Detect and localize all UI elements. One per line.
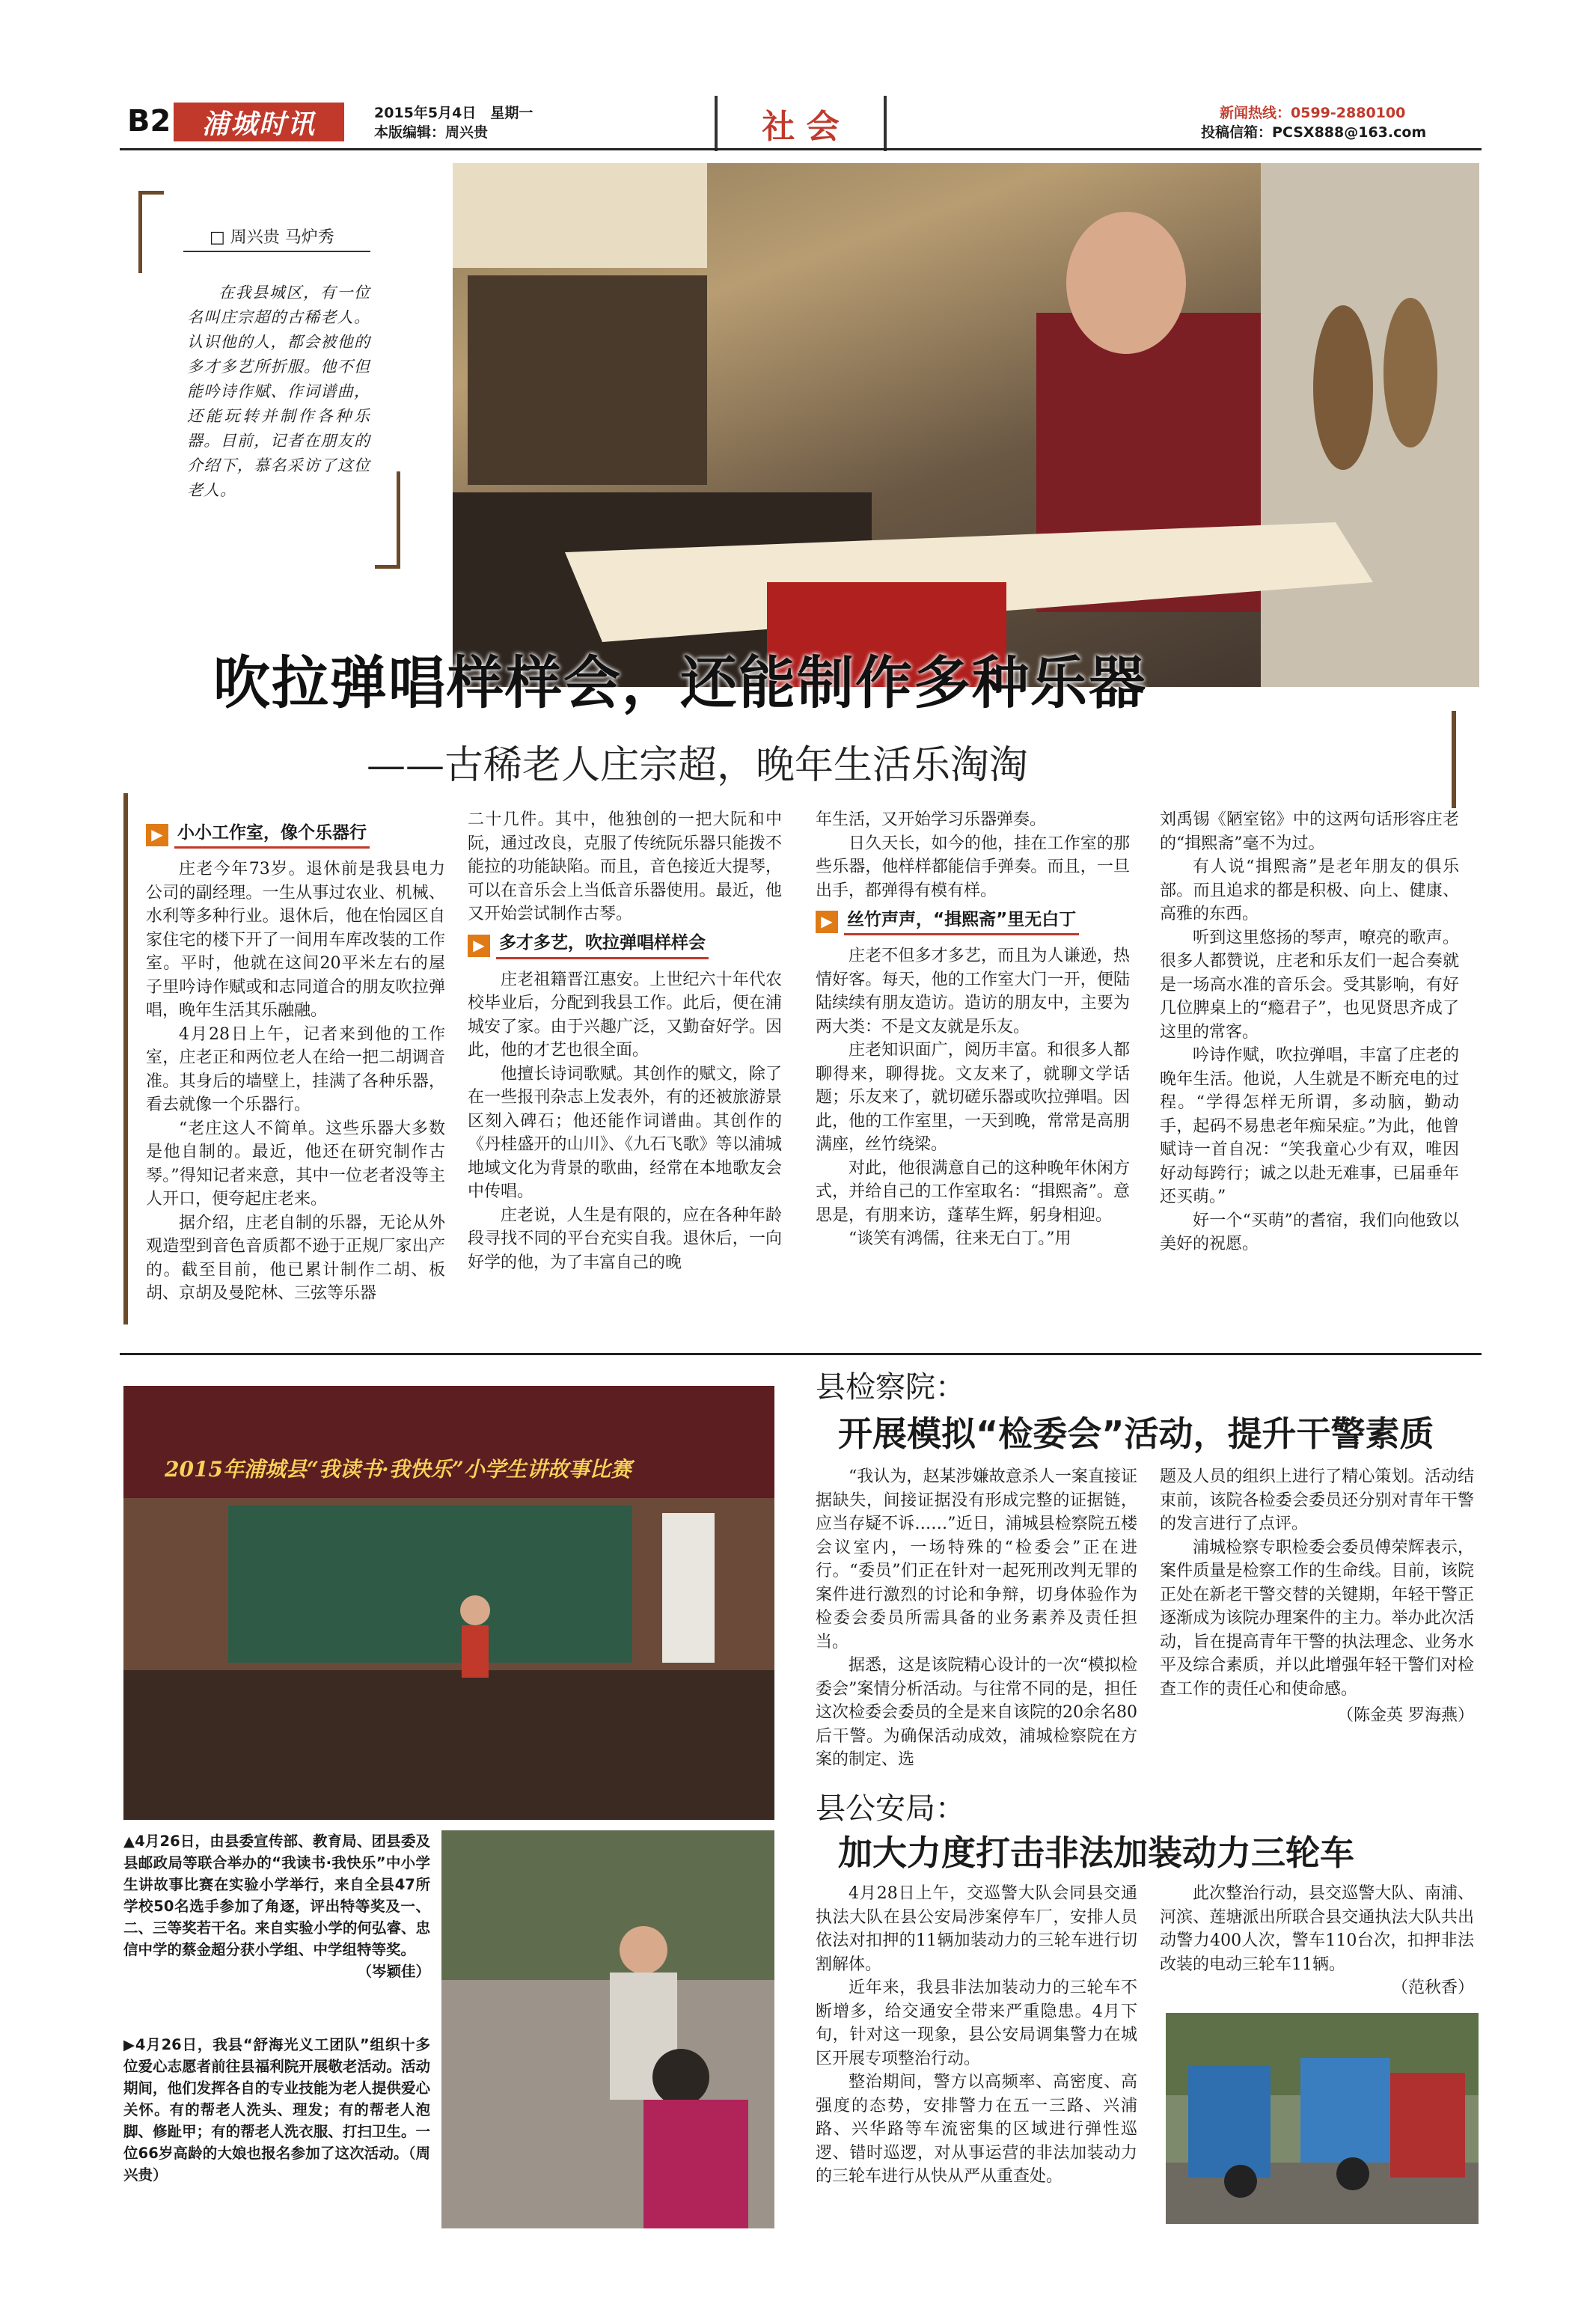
paragraph: 近年来，我县非法加装动力的三轮车不断增多，给交通安全带来严重隐患。4月下旬，针对这一现象，县公安局调集警力在城区开展专项整治行动。 bbox=[816, 1978, 1137, 2068]
police-credit: （范秋香） bbox=[1391, 1978, 1474, 1997]
photo2-caption-text: ▶4月26日，我县“舒海光义工团队”组织十多位爱心志愿者前往县福利院开展敬老活动。活动期间，他们发挥各自的专业技能为老人提供爱心关怀。有的帮老人洗头、理发；有的帮老人泡脚、修趾甲；有的帮老人洗衣服、打扫卫生。一位66岁高龄的大娘也报名参加了这次活动。 bbox=[123, 2036, 430, 2162]
lead-column-4 bbox=[1160, 808, 1459, 1332]
paragraph: 听到这里悠扬的琴声，嘹亮的歌声。很多人都赞说，庄老和乐友们一起合奏就是一场高水准的音乐会。受其影响，有好几位脾桌上的“瘾君子”，也见贤思齐成了这里的常客。 bbox=[1160, 928, 1459, 1042]
paragraph: 二十几件。其中，他独创的一把大阮和中阮，通过改良，克服了传统阮乐器只能拨不能拉的功能缺陷。而且，音色接近大提琴，可以在音乐会上当低音乐器使用。最近，他又开始尝试制作古琴。 bbox=[468, 810, 782, 923]
paragraph: 4月28日上午，记者来到他的工作室，庄老正和两位老人在给一把二胡调音准。其身后的墙壁上，挂满了各种乐器，看去就像一个乐器行。 bbox=[146, 1024, 445, 1114]
headline-frame-right bbox=[1452, 711, 1456, 808]
hotline bbox=[1220, 102, 1405, 122]
lead-column-3 bbox=[816, 808, 1130, 1332]
tricycle-scene bbox=[1166, 2013, 1479, 2224]
paragraph: 整治期间，警方以高频率、高密度、高强度的态势，安排警力在五一三路、兴浦路、兴华路等车流密集的区域进行弹性巡逻、错时巡逻，对从事运营的非法加装动力的三轮车进行从快从严从重查处。 bbox=[816, 2073, 1137, 2186]
paragraph: 庄老今年73岁。退休前是我县电力公司的副经理。一生从事过农业、机械、水利等多种行业。退休后，他在怡园区自家住宅的楼下开了一间用车库改装的工作室。平时，他就在这间20平米左右的屋子里吟诗作赋或和志同道合的朋友吹拉弹唱，晚年生活其乐融融。 bbox=[146, 860, 445, 1020]
photo2-caption bbox=[123, 2034, 430, 2228]
editor-line: 本版编辑：周兴贵 bbox=[374, 124, 489, 141]
frame-corner-br bbox=[375, 471, 400, 569]
paragraph: 庄老不但多才多艺，而且为人谦逊，热情好客。每天，他的工作室大门一开，便陆陆续续有朋友造访。造访的朋友中，主要为两大类：不是文友就是乐友。 bbox=[816, 947, 1130, 1036]
paragraph: 好一个“买萌”的耆宿，我们向他致以美好的祝愿。 bbox=[1160, 1211, 1459, 1253]
photo1-caption bbox=[123, 1830, 430, 2025]
masthead bbox=[127, 101, 352, 143]
paragraph: 刘禹锡《陋室铭》中的这两句话形容庄老的“揖熙斋”毫不为过。 bbox=[1160, 810, 1459, 853]
police-headline: 加大力度打击非法加装动力三轮车 bbox=[838, 1833, 1354, 1873]
classroom-scene bbox=[123, 1386, 774, 1820]
paragraph: 庄老知识面广，阅历丰富。和很多人都聊得来，聊得拢。文友来了，就聊文学话题；乐友来了，就切磋乐器或吹拉弹唱。因此，他的工作室里，一天到晚，常常是高朋满座，丝竹绕梁。 bbox=[816, 1041, 1130, 1154]
paragraph: “我认为，赵某涉嫌故意杀人一案直接证据缺失，间接证据没有形成完整的证据链，应当存疑不诉……”近日，浦城县检察院五楼会议室内，一场特殊的“检委会”正在进行。“委员”们正在针对一起死刑改判无罪的案件进行激烈的讨论和争辩，切身体验作为检委会委员所需具备的业务素养及责任担当。 bbox=[816, 1467, 1137, 1651]
lead-subtitle: ——古稀老人庄宗超，晚年生活乐淘淘 bbox=[367, 743, 1029, 788]
photo-craftsman bbox=[453, 163, 1479, 687]
procuratorate-kicker: 县检察院： bbox=[816, 1370, 965, 1405]
arrow-icon: ▶ bbox=[146, 824, 168, 846]
police-kicker: 县公安局： bbox=[816, 1791, 965, 1826]
procuratorate-headline: 开展模拟“检委会”活动，提升干警素质 bbox=[838, 1414, 1434, 1454]
paragraph: 庄老说，人生是有限的，应在各种年龄段寻找不同的平台充实自我。退休后，一向好学的他，为了丰富自己的晚 bbox=[468, 1206, 782, 1272]
paragraph: 对此，他很满意自己的这种晚年休闲方式，并给自己的工作室取名：“揖熙斋”。意思是，有朋来访，蓬荜生辉，躬身相迎。 bbox=[816, 1158, 1130, 1225]
photo1-credit: （岑颖佳） bbox=[357, 1963, 430, 1980]
paragraph: 浦城检察专职检委会委员傅荣辉表示，案件质量是检察工作的生命线。目前，该院正处在新老干警交替的关键期，年轻干警正逐渐成为该院办理案件的主力。举办此次活动，旨在提高青年干警的执法理念、业务水平及综合素质，并以此增强年轻干警们对检查工作的责任心和使命感。 bbox=[1160, 1538, 1474, 1699]
hotline-number: 0599-2880100 bbox=[1291, 105, 1406, 121]
craftsman-scene bbox=[453, 163, 1479, 687]
police-column-1 bbox=[816, 1882, 1137, 2234]
photo-storytelling-contest bbox=[123, 1386, 774, 1820]
lead-headline: 吹拉弹唱样样会，还能制作多种乐器 bbox=[213, 650, 1147, 716]
section-divider bbox=[120, 1353, 1482, 1355]
photo1-caption-text: ▲4月26日，由县委宣传部、教育局、团县委及县邮政局等联合举办的“我读书·我快乐”中小学生讲故事比赛在实验小学举行，来自全县47所学校50名选手参加了角逐，评出特等奖及一、二、三等奖若干名。来自实验小学的何弘睿、忠信中学的蔡金超分获小学组、中学组特等奖。 bbox=[123, 1833, 430, 1958]
lead-column-2 bbox=[468, 808, 782, 1332]
volunteer-scene bbox=[441, 1830, 774, 2228]
photo-volunteers bbox=[441, 1830, 774, 2228]
paragraph: 他擅长诗词歌赋。其创作的赋文，除了在一些报刊杂志上发表外，有的还被旅游景区刻入碑石；他还能作词谱曲。其创作的《丹桂盛开的山川》、《九石飞歌》等以浦城地域文化为背景的歌曲，经常在本地歌友会中传唱。 bbox=[468, 1064, 782, 1201]
page-code: B2 bbox=[127, 104, 171, 138]
paragraph: 吟诗作赋，吹拉弹唱，丰富了庄老的晚年生活。他说，人生就是不断充电的过程。“学得怎样无所谓，多动脑，勤动手，起码不易患老年痴呆症。”为此，他曾赋诗一首自况：“笑我童心少有双，唯因好动每跨行；诚之以赴无难事，已届垂年还买萌。” bbox=[1160, 1046, 1459, 1206]
subhead-2-text: 多才多艺，吹拉弹唱样样会 bbox=[496, 932, 709, 959]
section-title bbox=[715, 96, 887, 151]
paragraph: 日久天长，如今的他，挂在工作室的那些乐器，他样样都能信手弹奏。而且，一旦出手，都弹得有模有样。 bbox=[816, 834, 1130, 900]
procuratorate-column-2 bbox=[1160, 1465, 1474, 1787]
paragraph: 此次整治行动，县交巡警大队、南浦、河滨、莲塘派出所联合县交通执法大队共出动警力400人次，警车110台次，扣押非法改装的电动三轮车11辆。 bbox=[1160, 1884, 1474, 1974]
paragraph: “老庄这人不简单。这些乐器大多数是他自制的。最近，他还在研究制作古琴。”得知记者来意，其中一位老者没等主人开口，便夸起庄老来。 bbox=[146, 1119, 445, 1208]
lead-column-1 bbox=[146, 816, 445, 1332]
frame-corner-tl bbox=[138, 191, 164, 273]
paragraph: 庄老祖籍晋江惠安。上世纪六十年代农校毕业后，分配到我县工作。此后，便在浦城安了家。由于兴趣广泛，又勤奋好学。因此，他的才艺也很全面。 bbox=[468, 970, 782, 1060]
lead-lede: 在我县城区，有一位名叫庄宗超的古稀老人。认识他的人，都会被他的多才多艺所折服。他不但能吟诗作赋、作词谱曲，还能玩转并制作各种乐器。目前，记者在朋友的介绍下，慕名采访了这位老人。 bbox=[187, 284, 370, 499]
police-column-2 bbox=[1160, 1882, 1474, 2017]
subhead-1 bbox=[146, 822, 445, 849]
paragraph: 据悉，这是该院精心设计的一次“模拟检委会”案情分析活动。与往常不同的是，担任这次检委会委员的全是来自该院的20余名80后干警。为确保活动成效，浦城检察院在方案的制定、选 bbox=[816, 1656, 1137, 1769]
section-label: 社 会 bbox=[762, 108, 840, 146]
procuratorate-column-1 bbox=[816, 1465, 1137, 1779]
paragraph: 有人说“揖熙斋”是老年朋友的俱乐部。而且追求的都是积极、向上、健康、高雅的东西。 bbox=[1160, 858, 1459, 923]
subhead-1-text: 小小工作室，像个乐器行 bbox=[174, 822, 370, 849]
paper-name: 浦城时讯 bbox=[174, 103, 344, 141]
photo-tricycles bbox=[1166, 2013, 1479, 2224]
email-label: 投稿信箱： bbox=[1201, 124, 1273, 141]
contest-banner: 2015年浦城县“我读书·我快乐”小学生讲故事比赛 bbox=[165, 1457, 632, 1482]
hotline-label: 新闻热线： bbox=[1220, 105, 1291, 121]
paragraph: 年生活，又开始学习乐器弹奏。 bbox=[816, 810, 1047, 829]
email bbox=[1201, 121, 1426, 141]
arrow-icon: ▶ bbox=[468, 935, 490, 957]
subhead-2 bbox=[468, 932, 782, 959]
byline-rule bbox=[183, 251, 370, 252]
header-rule bbox=[120, 148, 1482, 150]
paragraph: 4月28日上午，交巡警大队会同县交通执法大队在县公安局涉案停车厂，安排人员依法对扣押的11辆加装动力的三轮车进行切割解体。 bbox=[816, 1884, 1137, 1974]
lede-frame bbox=[138, 191, 400, 569]
procuratorate-credit: （陈金英 罗海燕） bbox=[1337, 1706, 1474, 1725]
photo2-credit: （周兴贵） bbox=[123, 2145, 430, 2184]
email-address: PCSX888@163.com bbox=[1272, 124, 1427, 141]
paragraph: “谈笑有鸿儒，往来无白丁。”用 bbox=[849, 1229, 1071, 1248]
paragraph: 题及人员的组织上进行了精心策划。活动结束前，该院各检委会委员还分别对青年干警的发言进行了点评。 bbox=[1160, 1467, 1474, 1533]
subhead-3-text: 丝竹声声，“揖熙斋”里无白丁 bbox=[844, 908, 1079, 936]
subhead-3 bbox=[816, 908, 1130, 935]
headline-frame-left bbox=[123, 793, 128, 1324]
paragraph: 据介绍，庄老自制的乐器，无论从外观造型到音色音质都不逊于正规厂家出产的。截至目前，他已累计制作二胡、板胡、京胡及曼陀林、三弦等乐器 bbox=[146, 1213, 445, 1303]
lead-byline: □ 周兴贵 马炉秀 bbox=[210, 228, 334, 247]
date-line: 2015年5月4日 星期一 bbox=[374, 105, 533, 121]
arrow-icon: ▶ bbox=[816, 911, 838, 933]
